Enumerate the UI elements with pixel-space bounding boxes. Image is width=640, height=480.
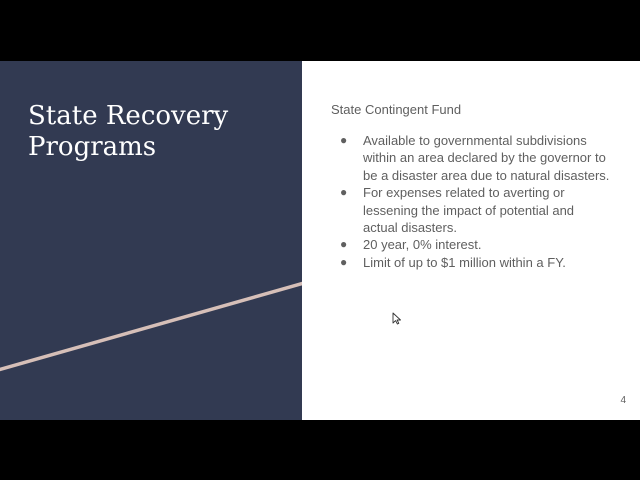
bullet-dot-icon: ● — [340, 254, 348, 269]
slide-page-number: 4 — [620, 395, 626, 406]
bullet-item — [331, 184, 611, 236]
title-panel — [0, 61, 302, 420]
bullet-list — [331, 132, 611, 271]
slide-title — [28, 101, 288, 163]
slide-title-line-1: State Recovery — [28, 101, 229, 131]
presentation-slide — [0, 61, 640, 420]
bullet-text: For expenses related to averting or lessening the impact of potential and actual disasters. — [363, 185, 575, 236]
slide-subtitle: State Contingent Fund — [331, 102, 462, 117]
bullet-dot-icon: ● — [340, 237, 348, 252]
bullet-item — [331, 254, 611, 271]
slide-title-line-2: Programs — [28, 132, 157, 162]
mouse-pointer-icon — [392, 312, 402, 325]
bullet-item — [331, 236, 611, 253]
bullet-text: Limit of up to $1 million within a FY. — [363, 254, 566, 270]
bullet-item — [331, 132, 611, 184]
bullet-dot-icon: ● — [340, 133, 348, 147]
bullet-text: 20 year, 0% interest. — [363, 237, 482, 253]
bullet-text: Available to governmental subdivisions within an area declared by the governor to be a disaster area due to natural disasters. — [363, 133, 610, 183]
bullet-dot-icon: ● — [340, 185, 348, 200]
content-panel — [302, 61, 640, 420]
